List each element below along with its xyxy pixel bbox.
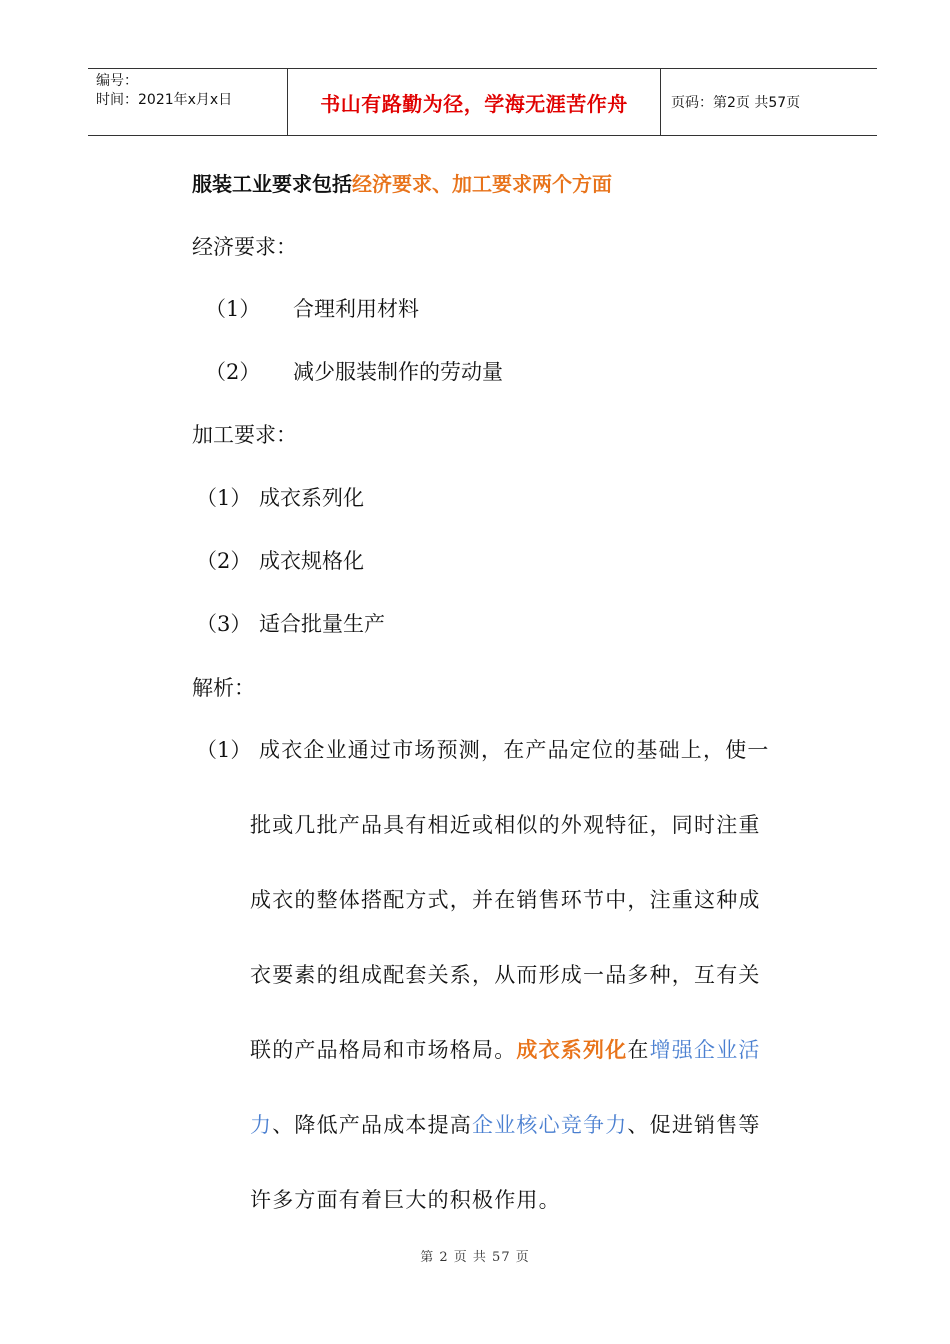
page-info: 页码：第2页 共57页 bbox=[671, 95, 801, 111]
item-text: 成衣系列化 bbox=[259, 486, 364, 510]
item-text: 适合批量生产 bbox=[259, 612, 385, 636]
processing-item bbox=[196, 610, 385, 638]
economic-item bbox=[205, 358, 503, 386]
text-run: 、降低产品成本提高 bbox=[272, 1113, 473, 1137]
title-orange: 经济要求、加工要求两个方面 bbox=[352, 172, 612, 196]
economic-item bbox=[205, 295, 419, 323]
analysis-number: （1） bbox=[196, 738, 252, 762]
analysis-line bbox=[250, 1111, 761, 1139]
analysis-line: 批或几批产品具有相近或相似的外观特征，同时注重 bbox=[250, 813, 761, 837]
item-number: （2） bbox=[196, 549, 252, 573]
processing-item bbox=[196, 547, 364, 575]
analysis-line: 许多方面有着巨大的积极作用。 bbox=[250, 1188, 561, 1212]
item-text: 成衣规格化 bbox=[259, 549, 364, 573]
text-run: 、促进销售等 bbox=[627, 1113, 761, 1137]
item-number: （1） bbox=[205, 297, 261, 321]
analysis-line: 成衣企业通过市场预测，在产品定位的基础上，使一 bbox=[259, 738, 770, 762]
highlight-term: 力 bbox=[250, 1113, 273, 1137]
section-title bbox=[192, 170, 612, 198]
document-header bbox=[88, 68, 877, 136]
item-number: （3） bbox=[196, 612, 252, 636]
economic-heading: 经济要求： bbox=[192, 235, 297, 259]
processing-heading: 加工要求： bbox=[192, 423, 297, 447]
analysis-line bbox=[250, 1036, 761, 1064]
analysis-line: 成衣的整体搭配方式，并在销售环节中，注重这种成 bbox=[250, 888, 761, 912]
text-run: 在 bbox=[627, 1038, 650, 1062]
text-run: 联的产品格局和市场格局。 bbox=[250, 1038, 517, 1062]
item-number: （1） bbox=[196, 486, 252, 510]
analysis-line: 衣要素的组成配套关系，从而形成一品多种，互有关 bbox=[250, 963, 761, 987]
item-text: 合理利用材料 bbox=[293, 297, 419, 321]
header-motto: 书山有路勤为径，学海无涯苦作舟 bbox=[320, 91, 628, 116]
time-label: 时间：2021年x月x日 bbox=[96, 92, 233, 108]
header-meta bbox=[88, 69, 288, 135]
number-label: 编号： bbox=[96, 73, 138, 89]
analysis-heading: 解析： bbox=[192, 676, 255, 700]
highlight-term: 成衣系列化 bbox=[516, 1038, 628, 1062]
header-motto-cell bbox=[288, 69, 661, 135]
title-black: 服装工业要求包括 bbox=[192, 172, 352, 196]
highlight-term: 增强企业活 bbox=[649, 1038, 761, 1062]
item-number: （2） bbox=[205, 360, 261, 384]
item-text: 减少服装制作的劳动量 bbox=[293, 360, 503, 384]
page-footer: 第 2 页 共 57 页 bbox=[420, 1250, 530, 1265]
highlight-term: 企业核心竞争力 bbox=[472, 1113, 628, 1137]
processing-item bbox=[196, 484, 364, 512]
